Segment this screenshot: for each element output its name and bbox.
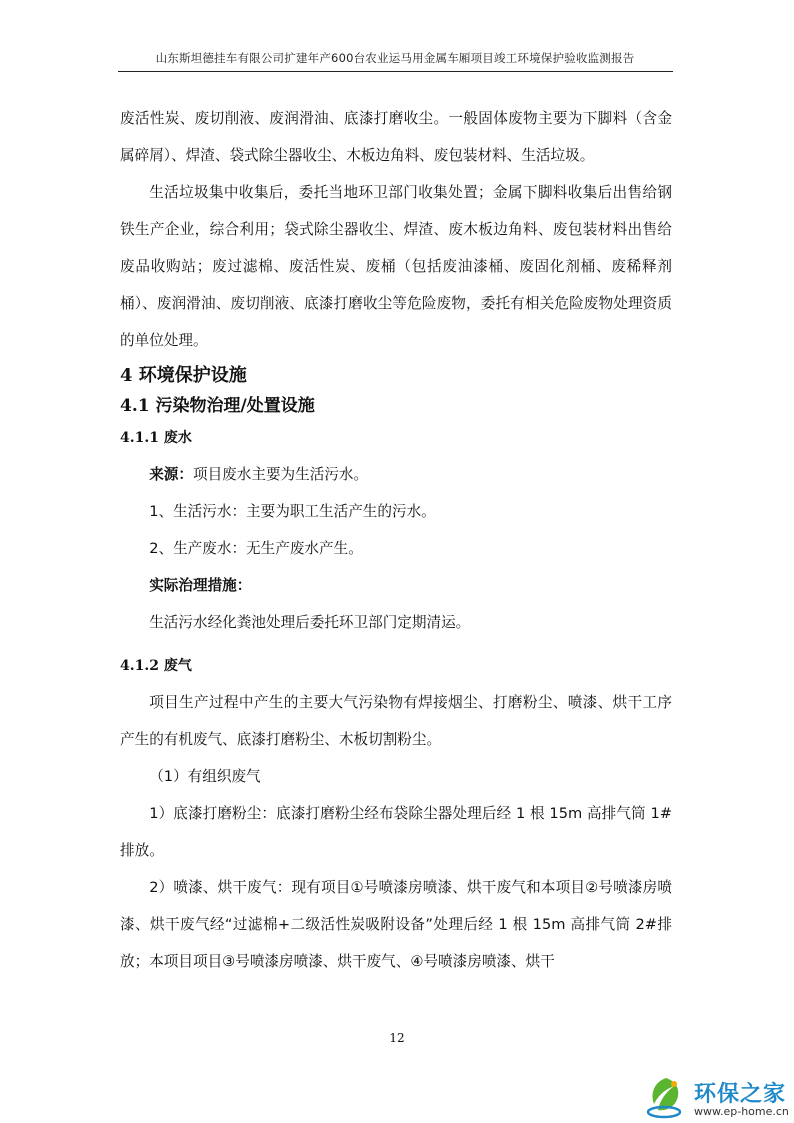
- paragraph-measures: 生活污水经化粪池处理后委托环卫部门定期清运。: [149, 614, 471, 631]
- source-label: 来源：: [149, 466, 193, 483]
- list-item-domestic-sewage: 1、生活污水：主要为职工生活产生的污水。: [149, 503, 436, 520]
- list-item-production-wastewater: 2、生产废水：无生产废水产生。: [149, 540, 363, 557]
- watermark-name: 环保之家: [694, 1082, 787, 1107]
- page-number: 12: [389, 1031, 405, 1045]
- section-heading-4-1: 4.1 污染物治理/处置设施: [120, 396, 315, 416]
- watermark-url: www.ep-home.cn: [694, 1105, 789, 1118]
- section-heading-4-1-1: 4.1.1 废水: [120, 430, 192, 446]
- report-header-title: 山东斯坦德挂车有限公司扩建年产600台农业运马用金属车厢项目竣工环境保护验收监测报告: [155, 51, 635, 65]
- paragraph-paint-exhaust: 2）喷漆、烘干废气：现有项目①号喷漆房喷漆、烘干废气和本项目②号喷漆房喷漆、烘干废气经“过滤棉+二级活性炭吸附设备”处理后经 1 根 15m 高排气筒 2#排放；本项目项目③号喷漆房喷漆、烘干废气、④号喷漆房喷漆、烘干: [120, 879, 672, 970]
- paragraph-wastewater-source: [120, 456, 672, 493]
- section-heading-4: 4 环境保护设施: [120, 365, 247, 386]
- document-body: [120, 100, 672, 980]
- source-text: 项目废水主要为生活污水。: [192, 466, 369, 483]
- paragraph-primer-dust: 1）底漆打磨粉尘：底漆打磨粉尘经布袋除尘器处理后经 1 根 15m 高排气筒 1#排放。: [120, 805, 672, 859]
- header-divider: [118, 71, 673, 72]
- paragraph-exhaust-intro: 项目生产过程中产生的主要大气污染物有焊接烟尘、打磨粉尘、喷漆、烘干工序产生的有机废气、底漆打磨粉尘、木板切割粉尘。: [120, 694, 672, 748]
- paragraph-solid-waste-types: 废活性炭、废切削液、废润滑油、底漆打磨收尘。一般固体废物主要为下脚料（含金属碎屑）、焊渣、袋式除尘器收尘、木板边角料、废包装材料、生活垃圾。: [120, 110, 672, 164]
- section-heading-4-1-2: 4.1.2 废气: [120, 658, 192, 674]
- organized-exhaust-label: （1）有组织废气: [149, 768, 261, 785]
- measures-label: 实际治理措施：: [149, 577, 252, 594]
- leaf-globe-icon: [644, 1074, 688, 1120]
- watermark-logo: [644, 1074, 794, 1120]
- paragraph-solid-waste-disposal: 生活垃圾集中收集后，委托当地环卫部门收集处置；金属下脚料收集后出售给钢铁生产企业，综合利用；袋式除尘器收尘、焊渣、废木板边角料、废包装材料出售给废品收购站；废过滤棉、废活性炭、废桶（包括废油漆桶、废固化剂桶、废稀释剂桶）、废润滑油、废切削液、底漆打磨收尘等危险废物，委托有相关危险废物处理资质的单位处理。: [120, 184, 672, 349]
